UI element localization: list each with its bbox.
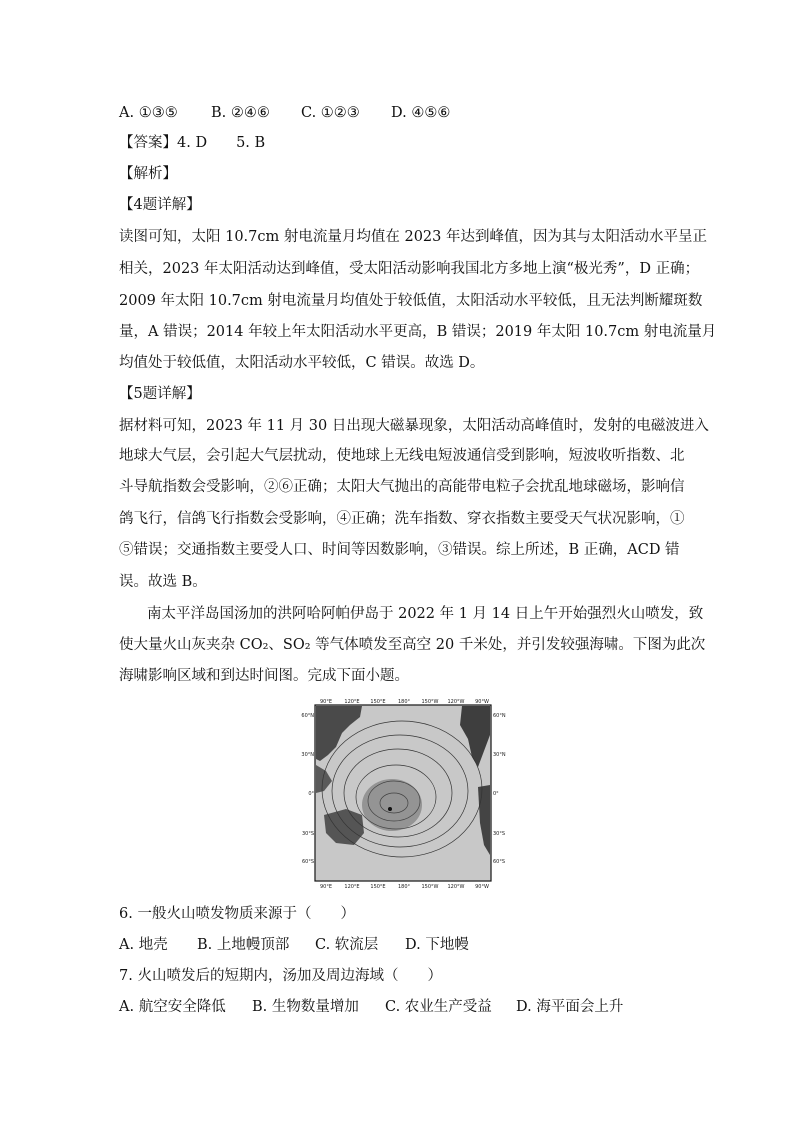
- map-bottom-tick-label: 90°W: [475, 884, 489, 890]
- map-left-tick-label: 60°S: [301, 859, 314, 865]
- map-top-tick-label: 120°W: [447, 699, 465, 705]
- q7-stem: 7. 火山喷发后的短期内，汤加及周边海域（ ）: [119, 968, 442, 984]
- map-bottom-tick-label: 180°: [397, 884, 411, 890]
- map-left-tick-label: 30°S: [301, 831, 314, 837]
- answer-line: 【答案】4. D 5. B: [119, 135, 266, 151]
- option-c: C. ①②③: [301, 105, 360, 121]
- option-a: A. ①③⑤: [119, 105, 178, 121]
- option-a: A. 地壳: [119, 937, 168, 953]
- q5-text-line: 地球大气层，会引起大气层扰动，使地球上无线电短波通信受到影响，短波收听指数、北: [119, 448, 685, 464]
- map-top-tick-label: 150°E: [370, 699, 386, 705]
- option-b: B. 生物数量增加: [252, 999, 359, 1015]
- q7-options: [119, 997, 623, 1017]
- map-bottom-tick-label: 150°E: [370, 884, 386, 890]
- q5-text-line: 误。故选 B。: [119, 574, 207, 590]
- q4-heading: 【4题详解】: [119, 197, 201, 213]
- tsunami-map: [302, 695, 504, 890]
- q4-text-line: 相关，2023 年太阳活动达到峰值，受太阳活动影响我国北方多地上演“极光秀”，D 正确；: [119, 261, 700, 277]
- tsunami-map-figure: [302, 695, 504, 890]
- option-a: A. 航空安全降低: [119, 999, 226, 1015]
- map-left-tick-label: 30°N: [301, 752, 314, 758]
- option-b: B. ②④⑥: [211, 105, 270, 121]
- map-right-tick-label: 60°S: [493, 859, 506, 865]
- map-right-tick-label: 30°N: [493, 752, 506, 758]
- q5-text-line: 据材料可知，2023 年 11 月 30 日出现大磁暴现象，太阳活动高峰值时，发射的电磁波进入: [119, 418, 709, 434]
- map-bottom-tick-label: 120°E: [344, 884, 360, 890]
- q5-text-line: 鸽飞行，信鸽飞行指数会受影响，④正确；洗车指数、穿衣指数主要受天气状况影响，①: [119, 511, 685, 527]
- map-bottom-tick-label: 120°W: [447, 884, 465, 890]
- q4-text-line: 2009 年太阳 10.7cm 射电流量月均值处于较低值，太阳活动水平较低，且无法判断耀斑数: [119, 293, 703, 309]
- map-top-tick-label: 120°E: [344, 699, 360, 705]
- q6-options: [119, 935, 469, 955]
- option-d: D. 海平面会上升: [516, 999, 624, 1015]
- map-right-tick-label: 30°S: [493, 831, 506, 837]
- q5-text-line: ⑤错误；交通指数主要受人口、时间等因数影响，③错误。综上所述，B 正确，ACD 错: [119, 542, 680, 558]
- intro-text-line: 海啸影响区域和到达时间图。完成下面小题。: [119, 668, 409, 684]
- analysis-label: 【解析】: [119, 166, 177, 182]
- q5-text-line: 斗导航指数会受影响，②⑥正确；太阳大气抛出的高能带电粒子会扰乱地球磁场，影响信: [119, 479, 685, 495]
- q4-text-line: 均值处于较低值，太阳活动水平较低，C 错误。故选 D。: [119, 355, 485, 371]
- q4-text-line: 量，A 错误；2014 年较上年太阳活动水平更高，B 错误；2019 年太阳 10.7cm 射电流量月: [119, 324, 717, 340]
- prev-question-options: [119, 103, 450, 123]
- map-right-tick-label: 60°N: [493, 713, 506, 719]
- option-b: B. 上地幔顶部: [197, 937, 290, 953]
- q5-heading: 【5题详解】: [119, 386, 201, 402]
- intro-text-line: 南太平洋岛国汤加的洪阿哈阿帕伊岛于 2022 年 1 月 14 日上午开始强烈火山喷发，致: [147, 606, 704, 622]
- option-d: D. 下地幔: [405, 937, 469, 953]
- map-right-tick-label: 0°: [493, 791, 499, 797]
- map-top-tick-label: 150°W: [421, 699, 439, 705]
- map-top-tick-label: 90°W: [475, 699, 489, 705]
- q6-stem: 6. 一般火山喷发物质来源于（ ）: [119, 906, 355, 922]
- map-bottom-tick-label: 150°W: [421, 884, 439, 890]
- q4-text-line: 读图可知，太阳 10.7cm 射电流量月均值在 2023 年达到峰值，因为其与太阳活动水平呈正: [119, 229, 707, 245]
- map-top-tick-label: 180°: [397, 699, 411, 705]
- volcano-marker: [388, 807, 392, 811]
- map-bottom-tick-label: 90°E: [319, 884, 333, 890]
- intro-text-line: 使大量火山灰夹杂 CO₂、SO₂ 等气体喷发至高空 20 千米处，并引发较强海啸。下图为此次: [119, 637, 706, 653]
- option-c: C. 农业生产受益: [385, 999, 492, 1015]
- impact-zone: [362, 779, 422, 831]
- option-c: C. 软流层: [315, 937, 379, 953]
- map-left-tick-label: 60°N: [301, 713, 314, 719]
- map-left-tick-label: 0°: [308, 791, 314, 797]
- option-d: D. ④⑤⑥: [391, 105, 451, 121]
- map-top-tick-label: 90°E: [319, 699, 333, 705]
